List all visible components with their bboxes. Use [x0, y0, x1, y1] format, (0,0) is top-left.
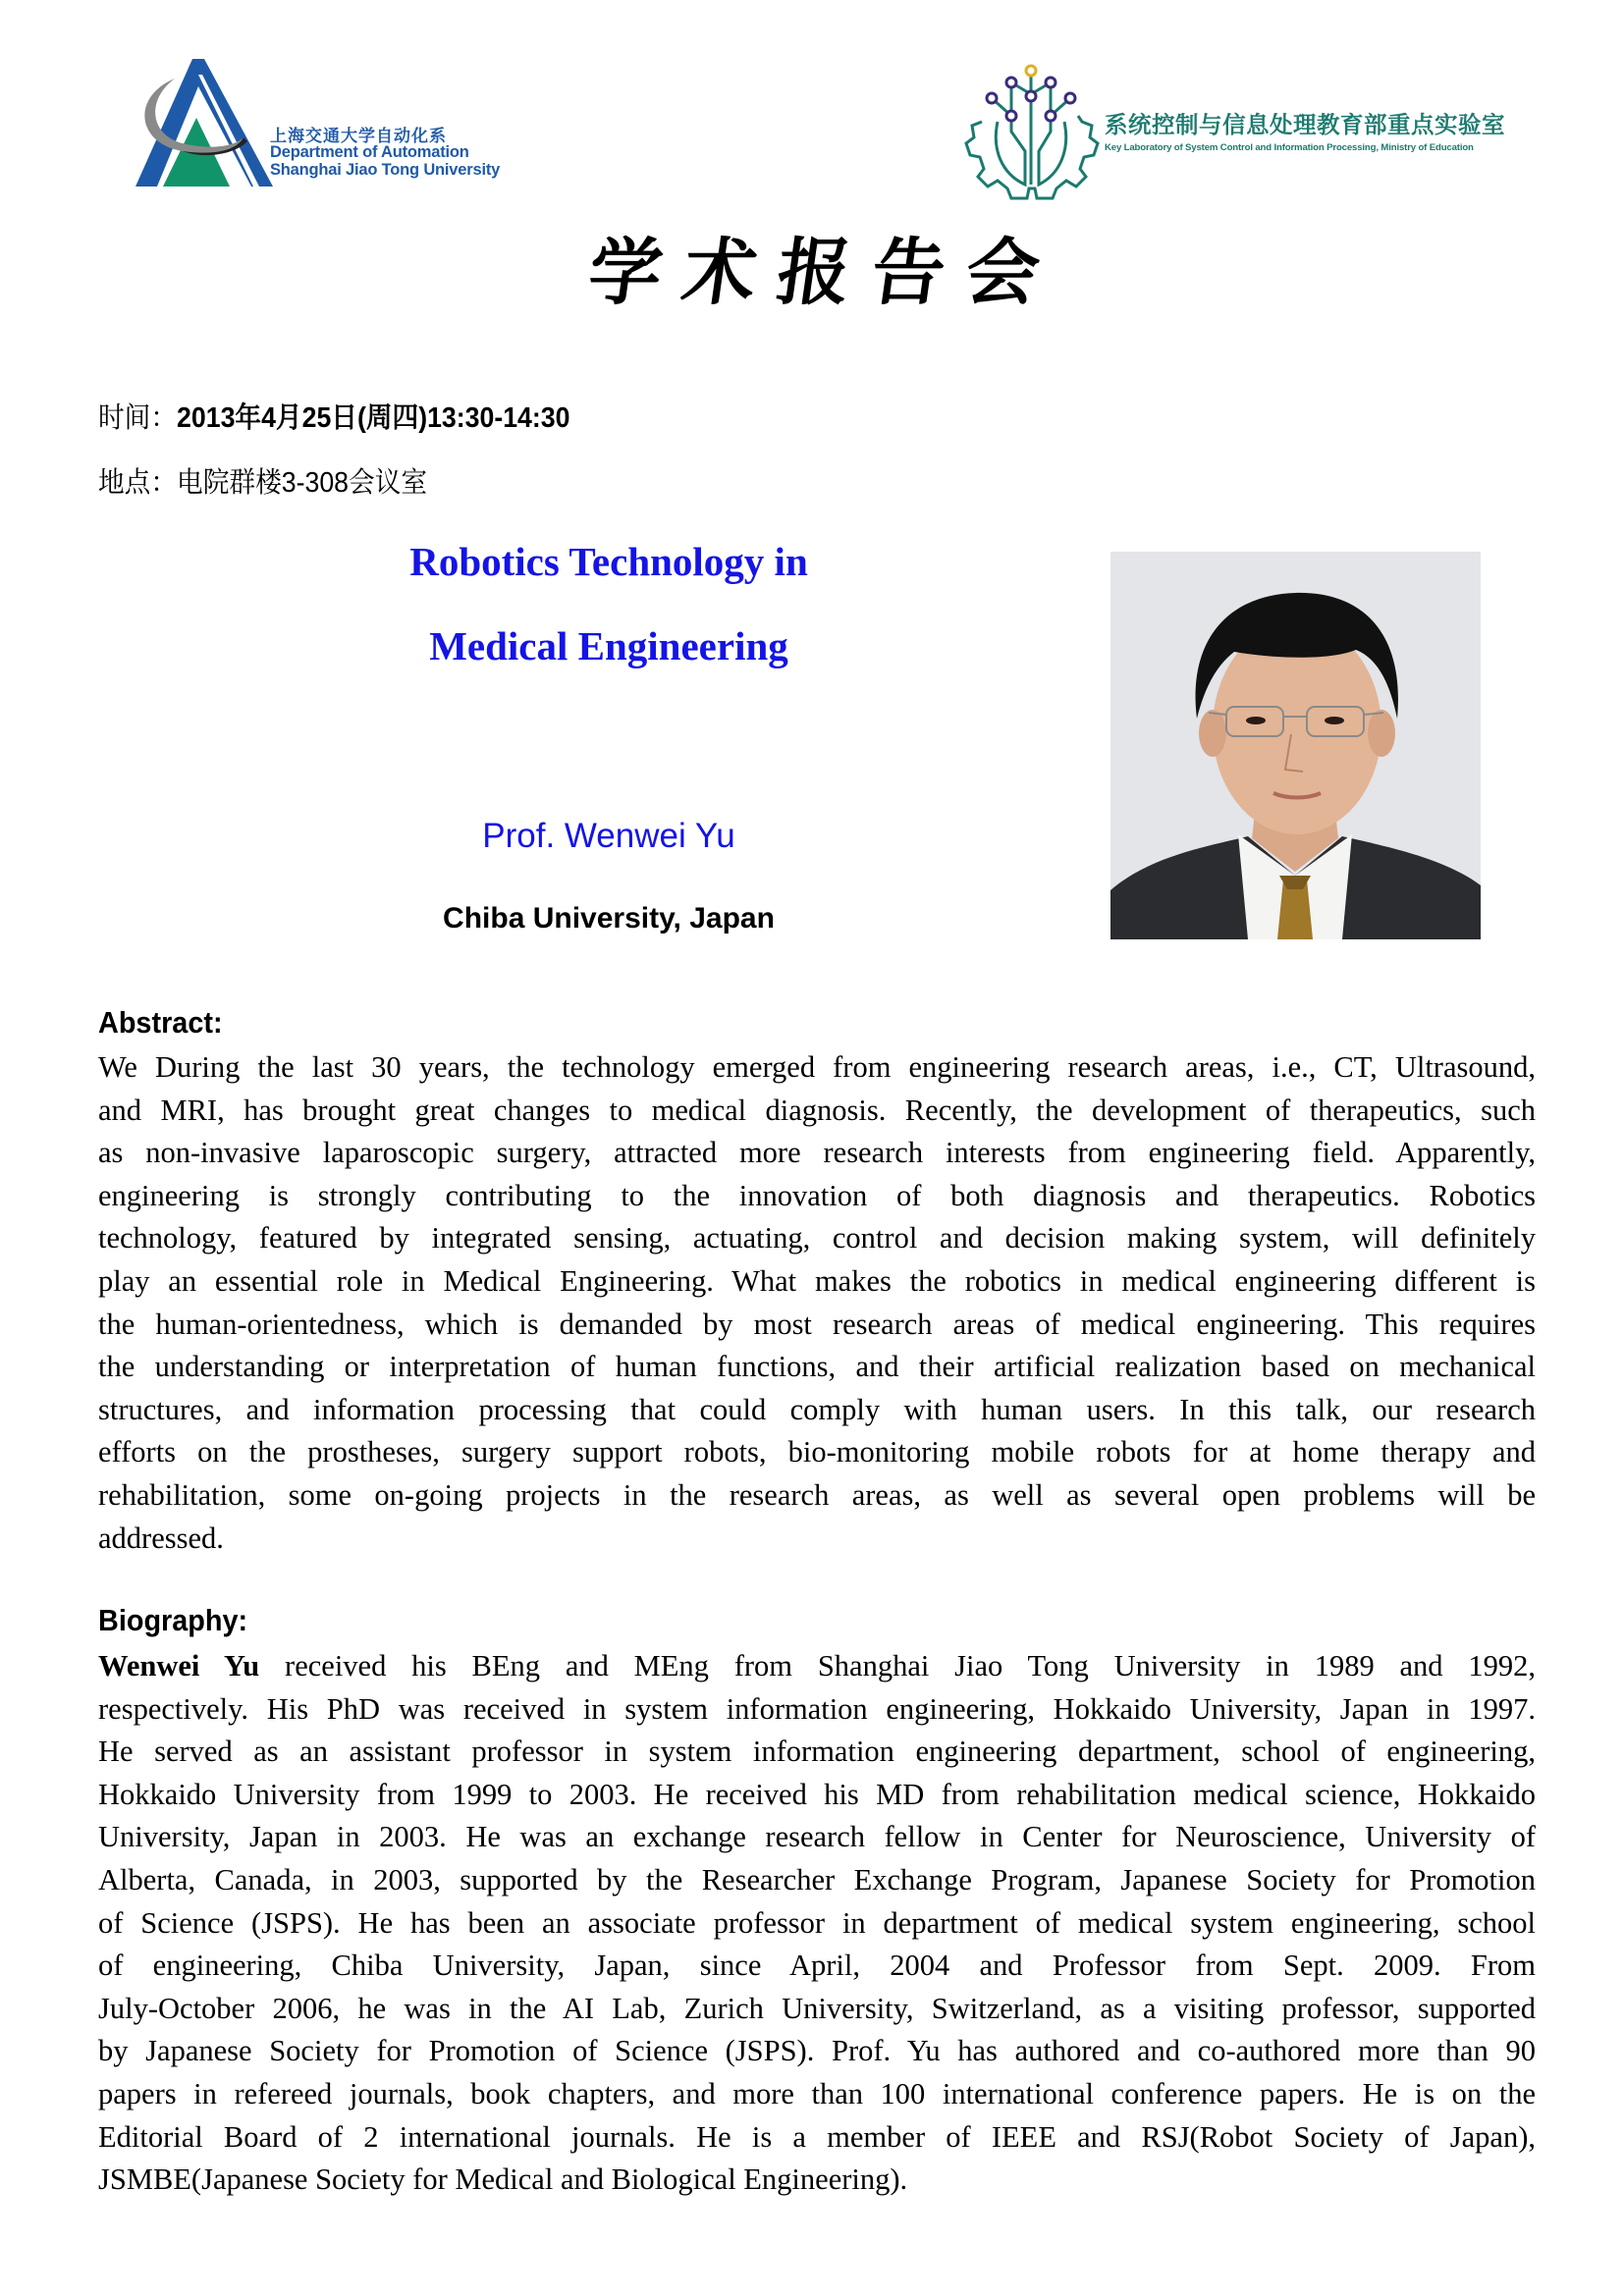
biography-heading: Biography: [98, 1603, 248, 1637]
speaker-affiliation: Chiba University, Japan [443, 902, 775, 934]
circuit-gear-emblem-icon [962, 61, 1100, 203]
talk-title-line-1: Robotics Technology in [409, 539, 808, 584]
time-value: 2013年4月25日(周四)13:30-14:30 [177, 402, 570, 434]
time-label: 时间： [98, 402, 178, 434]
sjtu-logo-university: Shanghai Jiao Tong University [270, 161, 501, 179]
key-lab-chinese-name: 系统控制与信息处理教育部重点实验室 [1105, 112, 1505, 137]
biography-line: Editorial Board of 2 international journals. He is a member of IEEE and RSJ(Robot Society of Japan), [98, 2119, 1536, 2154]
sjtu-logo-chinese-name: 上海交通大学自动化系 [270, 127, 447, 145]
abstract-line: play an essential role in Medical Engineering. What makes the robotics in medical engineering different is [98, 1263, 1536, 1298]
biography-line: Hokkaido University from 1999 to 2003. He received his MD from rehabilitation medical science, Hokkaido [98, 1777, 1536, 1811]
biography-line: of engineering, Chiba University, Japan, since April, 2004 and Professor from Sept. 2009. From [98, 1949, 1536, 1983]
abstract-line: addressed. [98, 1521, 224, 1555]
abstract-line: as non-invasive laparoscopic surgery, attracted more research interests from engineering field. Apparently, [98, 1136, 1536, 1170]
talk-title-line-2: Medical Engineering [429, 623, 788, 668]
place-value: 电院群楼3-308会议室 [177, 467, 428, 499]
biography-first-line-text: received his BEng and MEng from Shanghai Jiao Tong University in 1989 and 1992, [259, 1649, 1536, 1682]
biography-line: July-October 2006, he was in the AI Lab, Zurich University, Switzerland, as a visiting professor, supported [98, 1991, 1536, 2025]
biography-line: Alberta, Canada, in 2003, supported by the Researcher Exchange Program, Japanese Society for Promotion [98, 1862, 1536, 1896]
biography-line: University, Japan in 2003. He was an exchange research fellow in Center for Neuroscience, University of [98, 1820, 1536, 1854]
speaker-name: Prof. Wenwei Yu [482, 817, 735, 855]
abstract-body [98, 1046, 1536, 1560]
sjtu-automation-logo [135, 57, 548, 189]
place-label: 地点： [98, 467, 178, 499]
event-time [98, 396, 569, 436]
abstract-line: the human-orientedness, which is demanded by most research areas of medical engineering. This requires [98, 1307, 1536, 1341]
key-lab-logo [962, 61, 1512, 203]
biography-line: respectively. His PhD was received in system information engineering, Hokkaido University, Japan in 1997. [98, 1691, 1536, 1726]
biography-line: papers in refereed journals, book chapters, and more than 100 international conference papers. He is on the [98, 2076, 1536, 2110]
sjtu-a-emblem-icon [135, 57, 273, 189]
speaker-photo [1110, 552, 1481, 939]
sjtu-logo-department: Department of Automation [270, 143, 469, 161]
biography-line: JSMBE(Japanese Society for Medical and Biological Engineering). [98, 2163, 908, 2197]
abstract-line: technology, featured by integrated sensing, actuating, control and decision making system, will definitely [98, 1221, 1536, 1255]
abstract-heading: Abstract: [98, 1005, 223, 1040]
abstract-line: engineering is strongly contributing to the innovation of both diagnosis and therapeutics. Robotics [98, 1178, 1536, 1212]
abstract-line: rehabilitation, some on-going projects in the research areas, as well as several open problems will be [98, 1477, 1536, 1512]
abstract-line: and MRI, has brought great changes to medical diagnosis. Recently, the development of therapeutics, such [98, 1093, 1536, 1127]
abstract-line: We During the last 30 years, the technology emerged from engineering research areas, i.e., CT, Ultrasound, [98, 1050, 1536, 1084]
biography-line [98, 1645, 1536, 1688]
abstract-line: efforts on the prostheses, surgery support robots, bio-monitoring mobile robots for at home therapy and [98, 1435, 1536, 1469]
biography-line: by Japanese Society for Promotion of Science (JSPS). Prof. Yu has authored and co-authored more than 90 [98, 2034, 1536, 2068]
biography-line: of Science (JSPS). He has been an associate professor in department of medical system engineering, school [98, 1905, 1536, 1940]
abstract-line: the understanding or interpretation of human functions, and their artificial realization based on mechanical [98, 1350, 1536, 1384]
biography-line: He served as an assistant professor in system information engineering department, school of engineering, [98, 1735, 1536, 1769]
biography-speaker-name: Wenwei Yu [98, 1649, 260, 1682]
event-location [98, 460, 427, 501]
biography-body [98, 1645, 1536, 2202]
event-heading: 学术报告会 [582, 231, 1067, 315]
key-lab-english-name: Key Laboratory of System Control and Information Processing, Ministry of Education [1105, 142, 1474, 153]
abstract-line: structures, and information processing that could comply with human users. In this talk, our research [98, 1392, 1536, 1426]
speaker-portrait-icon [1110, 552, 1481, 939]
